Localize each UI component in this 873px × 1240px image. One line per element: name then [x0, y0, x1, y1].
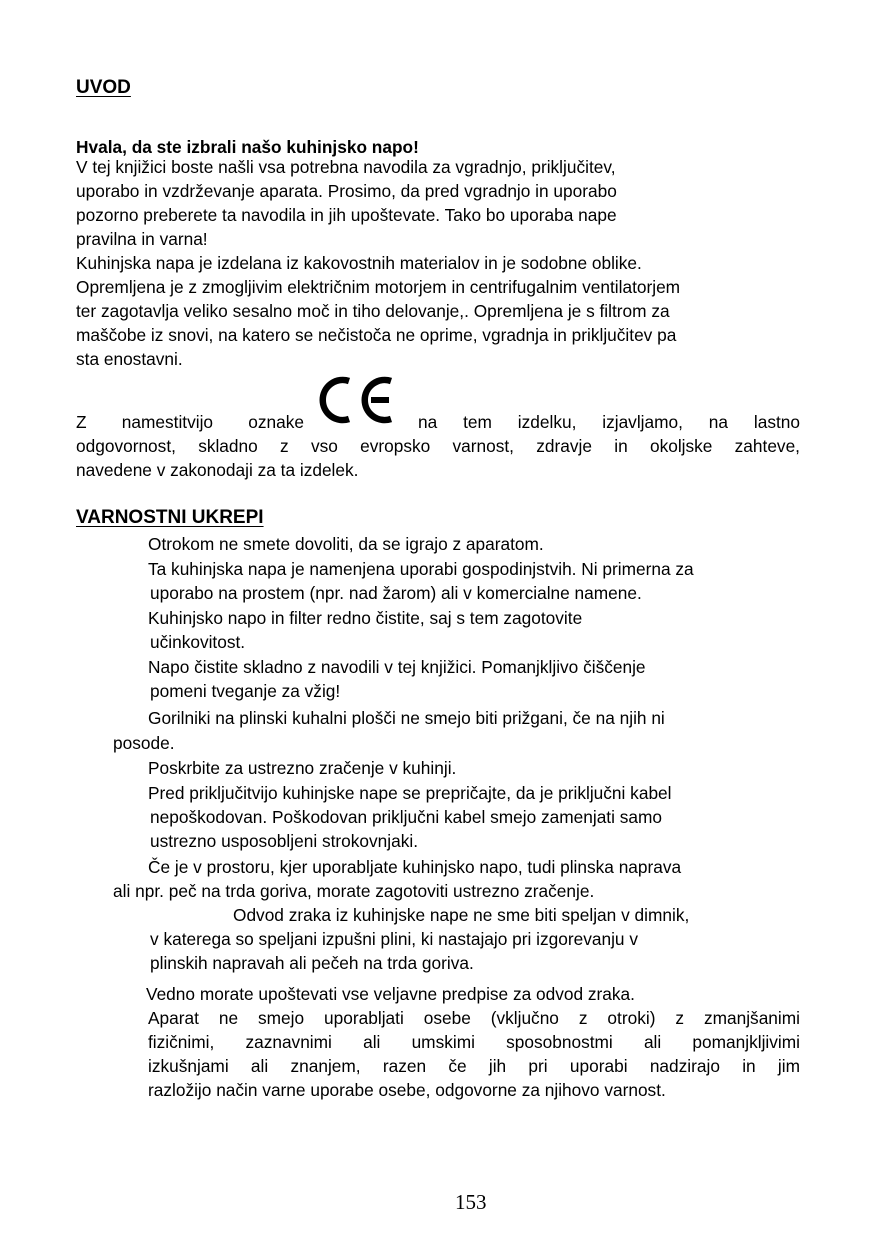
intro-line: pozorno preberete ta navodila in jih upoštevate. Tako bo uporaba nape: [76, 205, 617, 225]
ce-line: odgovornost, skladno z vso evropsko varnost, zdravje in okoljske zahteve,: [76, 436, 800, 456]
safety-line: uporabo na prostem (npr. nad žarom) ali v komercialne namene.: [150, 583, 642, 603]
ce-line: navedene v zakonodaji za ta izdelek.: [76, 460, 359, 480]
section-heading-varnostni-ukrepi: VARNOSTNI UKREPI: [76, 507, 264, 528]
safety-line: izkušnjami ali znanjem, razen če jih pri uporabi nadzirajo in jim: [148, 1056, 800, 1076]
safety-line: nepoškodovan. Poškodovan priključni kabel smejo zamenjati samo: [150, 807, 662, 827]
intro-line: ter zagotavlja veliko sesalno moč in tiho delovanje,. Opremljena je s filtrom za: [76, 301, 670, 321]
safety-line: ustrezno usposobljeni strokovnjaki.: [150, 831, 419, 851]
safety-line: pomeni tveganje za vžig!: [150, 681, 341, 701]
safety-line: Odvod zraka iz kuhinjske nape ne sme biti speljan v dimnik,: [233, 905, 690, 925]
intro-line: maščobe iz snovi, na katero se nečistoča ne oprime, vgradnja in priključitev pa: [76, 325, 677, 345]
safety-line: Kuhinjsko napo in filter redno čistite, saj s tem zagotovite: [148, 608, 583, 628]
safety-line: Poskrbite za ustrezno zračenje v kuhinji.: [148, 758, 457, 778]
safety-line: v katerega so speljani izpušni plini, ki nastajajo pri izgorevanju v: [150, 929, 638, 949]
safety-line: fizičnimi, zaznavnimi ali umskimi sposobnostmi ali pomanjkljivimi: [148, 1032, 800, 1052]
safety-line: razložijo način varne uporabe osebe, odgovorne za njihovo varnost.: [148, 1080, 666, 1100]
safety-line: posode.: [113, 733, 175, 753]
safety-line: Pred priključitvijo kuhinjske nape se prepričajte, da je priključni kabel: [148, 783, 672, 803]
intro-line: Opremljena je z zmogljivim električnim motorjem in centrifugalnim ventilatorjem: [76, 277, 681, 297]
safety-line: Vedno morate upoštevati vse veljavne predpise za odvod zraka.: [146, 984, 635, 1004]
safety-line: Če je v prostoru, kjer uporabljate kuhinjsko napo, tudi plinska naprava: [148, 857, 682, 877]
safety-line: Gorilniki na plinski kuhalni plošči ne smejo biti prižgani, če na njih ni: [148, 708, 665, 728]
intro-line: pravilna in varna!: [76, 229, 208, 249]
section-heading-uvod: UVOD: [76, 77, 131, 98]
safety-line: Ta kuhinjska napa je namenjena uporabi gospodinjstvih. Ni primerna za: [148, 559, 694, 579]
intro-line: V tej knjižici boste našli vsa potrebna navodila za vgradnjo, priključitev,: [76, 157, 616, 177]
safety-line: Aparat ne smejo uporabljati osebe (vključno z otroki) z zmanjšanimi: [148, 1008, 800, 1028]
intro-line: uporabo in vzdrževanje aparata. Prosimo, da pred vgradnjo in uporabo: [76, 181, 617, 201]
intro-line: Kuhinjska napa je izdelana iz kakovostnih materialov in je sodobne oblike.: [76, 253, 642, 273]
page-number: 153: [455, 1190, 487, 1214]
ce-mark-icon: [313, 374, 397, 426]
greeting: Hvala, da ste izbrali našo kuhinjsko napo!: [76, 137, 419, 157]
safety-line: Otrokom ne smete dovoliti, da se igrajo z aparatom.: [148, 534, 544, 554]
intro-line: sta enostavni.: [76, 349, 183, 369]
safety-line: ali npr. peč na trda goriva, morate zagotoviti ustrezno zračenje.: [113, 881, 595, 901]
safety-line: Napo čistite skladno z navodili v tej knjižici. Pomanjkljivo čiščenje: [148, 657, 646, 677]
ce-text-before: Z namestitvijo oznake: [76, 412, 304, 432]
safety-line: učinkovitost.: [150, 632, 246, 652]
ce-text-after: na tem izdelku, izjavljamo, na lastno: [418, 412, 800, 432]
safety-line: plinskih napravah ali pečeh na trda goriva.: [150, 953, 474, 973]
